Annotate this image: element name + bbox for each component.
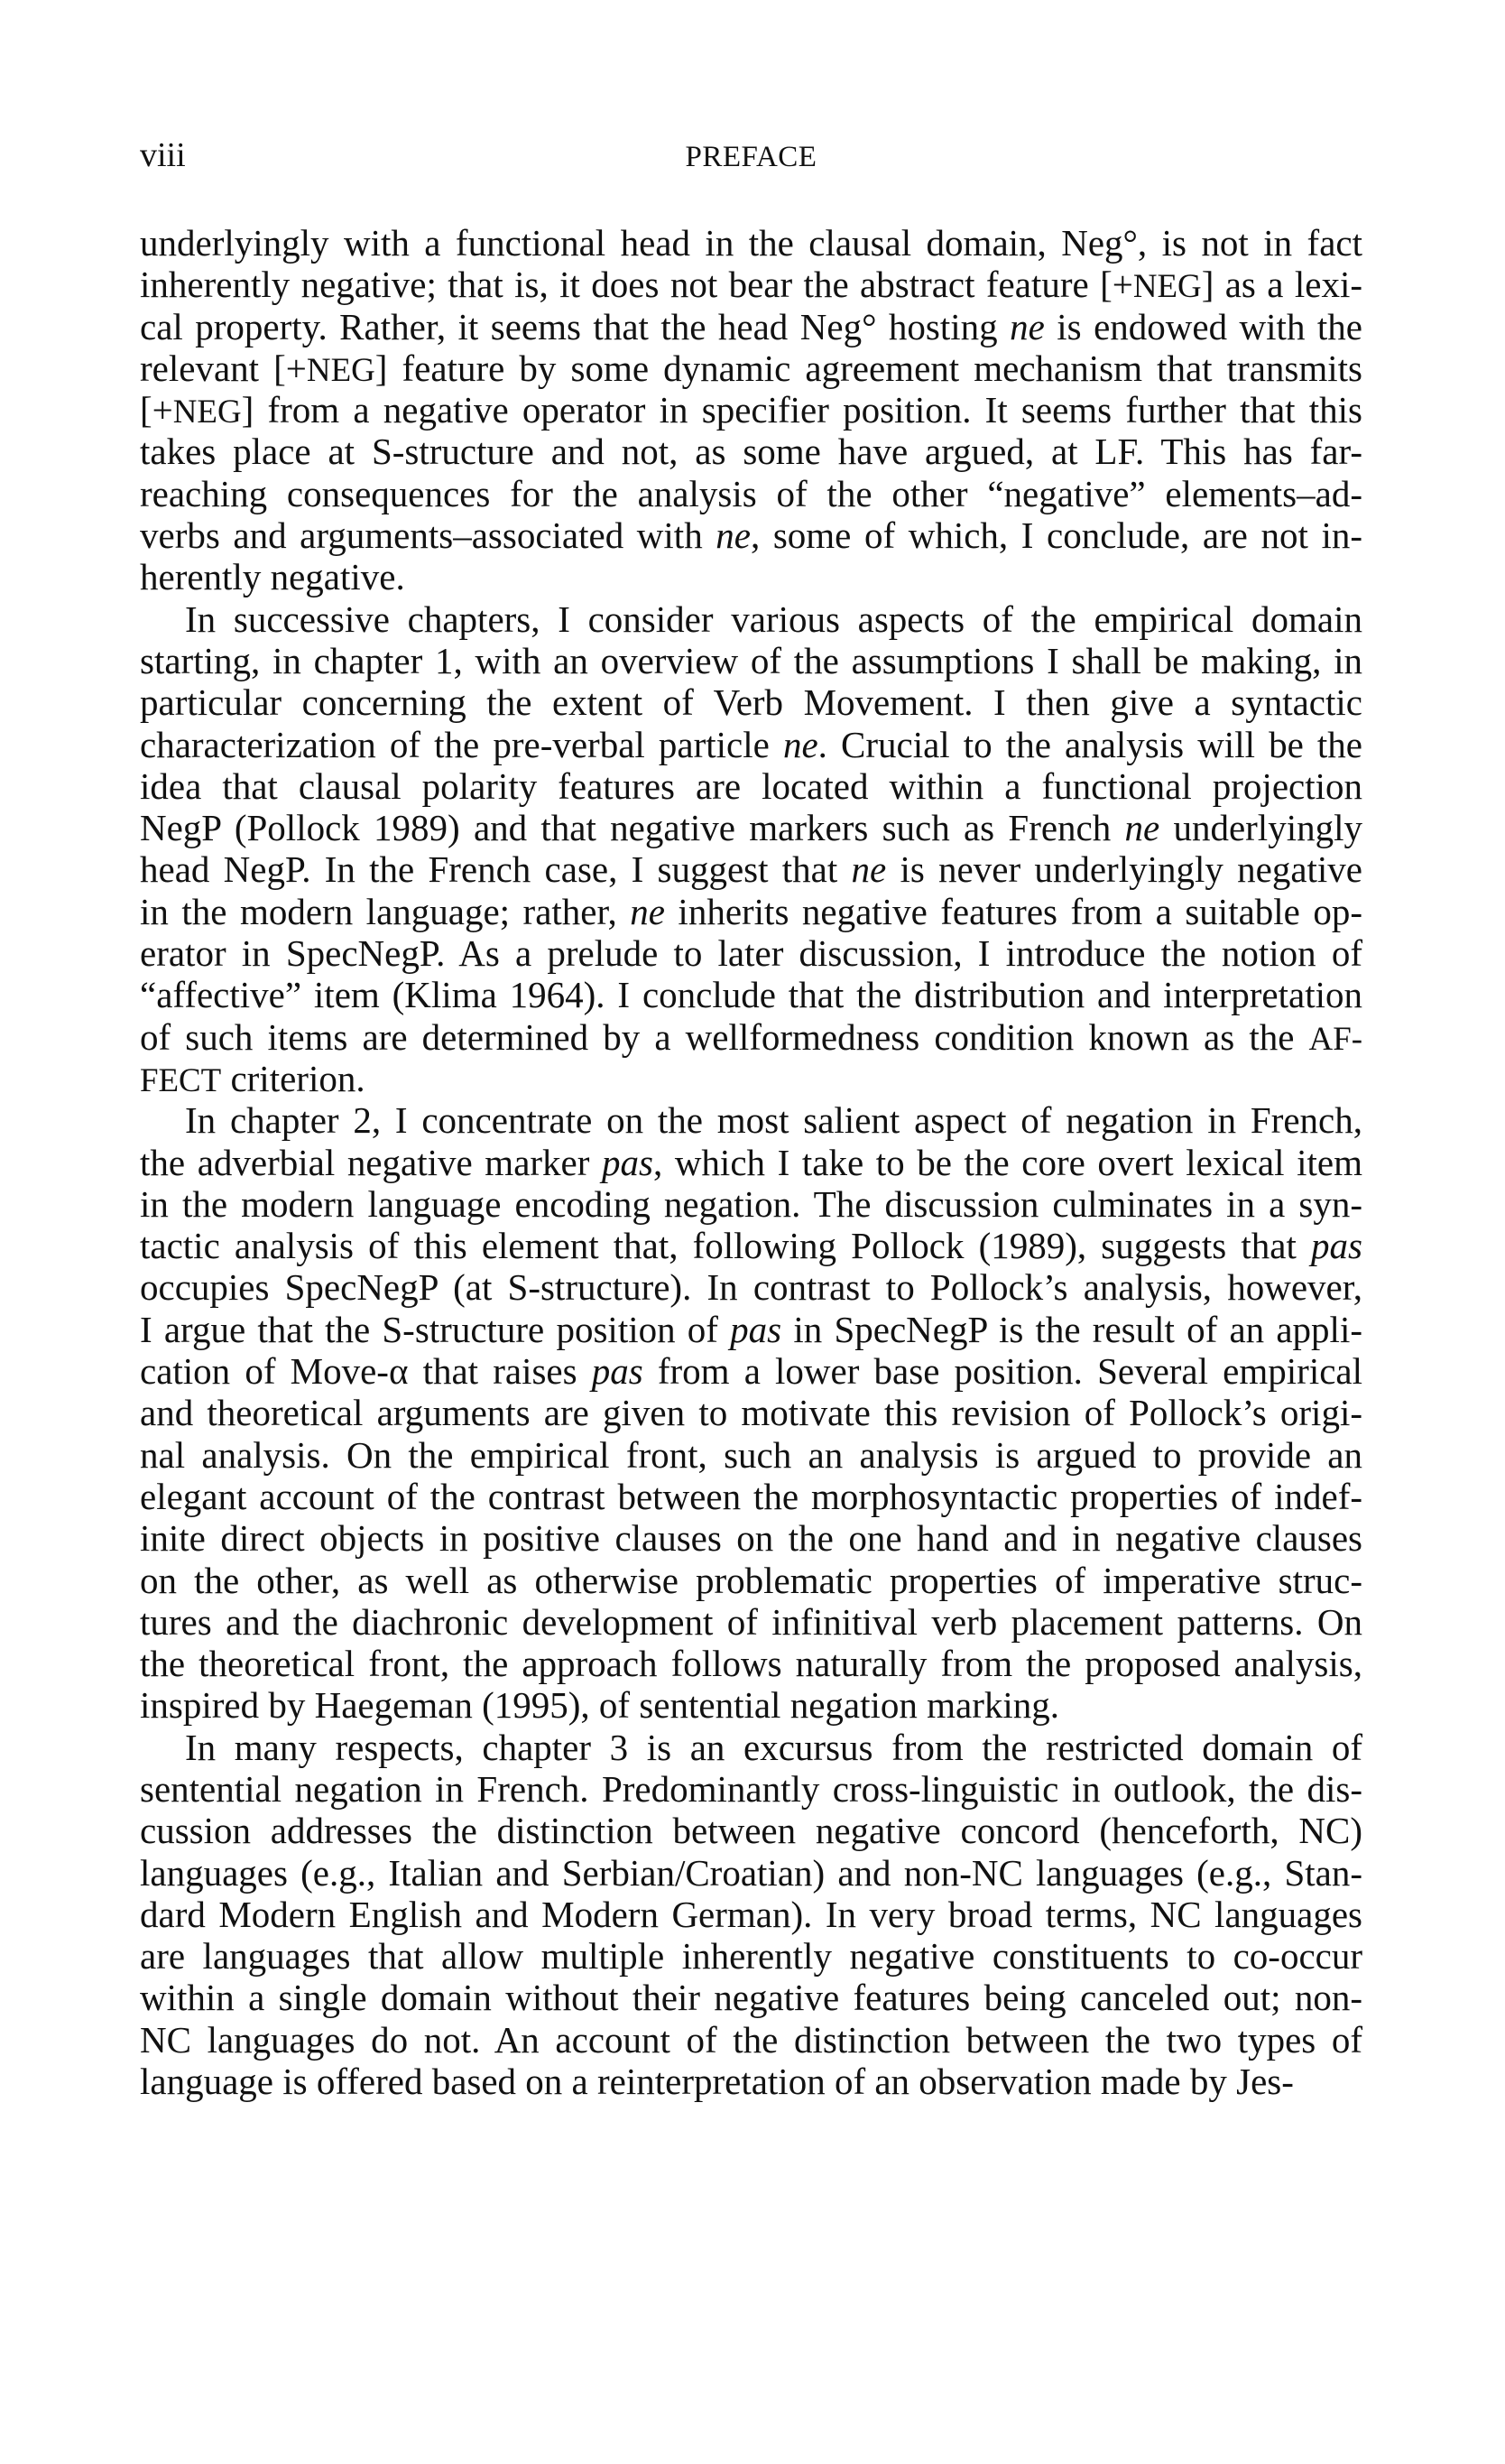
text-run: ] as a lexi- [1201,264,1362,306]
text-run: inherently negative; that is, it does not bear the abstract feature [+ [140,264,1133,306]
text-run: are languages that allow multiple inherently negative constituents to co-occur [140,1935,1362,1978]
text-run: herently negative. [140,556,405,598]
text-line [140,347,1362,389]
italic-term: ne [1124,807,1160,849]
text-run: of such items are determined by a wellformedness condition known as the [140,1015,1309,1058]
text-run: within a single domain without their negative features being canceled out; non- [140,1977,1362,2019]
small-caps-term: NEG [1132,267,1202,305]
text-line [140,640,1362,681]
paragraph [140,222,1362,598]
text-run: in the modern language encoding negation. The discussion culminates in a syn- [140,1182,1362,1225]
text-run: idea that clausal polarity features are located within a functional projection [140,764,1362,807]
text-line [140,1309,1362,1350]
text-line [140,1643,1362,1684]
text-run: inite direct objects in positive clauses on the one hand and in negative clauses [140,1517,1362,1560]
text-line [140,514,1362,556]
italic-term: ne [851,848,887,891]
text-line [140,974,1362,1015]
text-run: in the modern language; rather, [140,890,631,932]
text-run: on the other, as well as otherwise problematic properties of imperative struc- [140,1559,1362,1601]
text-run: NegP (Pollock 1989) and that negative markers such as French [140,807,1125,849]
text-line [140,1058,1362,1099]
text-run: cussion addresses the distinction between negative concord (henceforth, NC) [140,1810,1362,1852]
text-run: dard Modern English and Modern German). In very broad terms, NC languages [140,1893,1362,1935]
text-line [140,1768,1362,1810]
italic-term: pas [602,1141,653,1183]
text-line [140,2061,1362,2102]
text-run: underlyingly [1159,807,1362,849]
text-line [140,473,1362,514]
italic-term: pas [730,1308,782,1350]
running-head [140,135,1362,175]
text-run: ] feature by some dynamic agreement mechanism that transmits [374,347,1362,389]
italic-term: ne [630,890,665,932]
text-run: is never underlyingly negative [886,848,1362,891]
text-run: the theoretical front, the approach follows naturally from the proposed analysis, [140,1643,1362,1685]
italic-term: ne [1010,305,1045,347]
small-caps-term: AF- [1308,1019,1362,1057]
text-line [140,724,1362,765]
text-run: characterization of the pre-verbal particle [140,723,783,765]
text-run: [+ [140,389,173,431]
italic-term: pas [1311,1225,1362,1267]
paragraph [140,598,1362,1100]
text-line [140,2019,1362,2061]
text-run: is endowed with the [1044,305,1362,347]
text-run: inherits negative features from a suitable op- [664,890,1363,932]
text-line [140,1266,1362,1308]
paragraph [140,1099,1362,1726]
text-run: . Crucial to the analysis will be the [817,723,1362,765]
text-run: In chapter 2, I concentrate on the most salient aspect of negation in French, [185,1099,1362,1142]
text-line [140,1977,1362,2018]
text-line [140,306,1362,347]
text-run: In successive chapters, I consider various aspects of the empirical domain [185,597,1362,640]
text-run: cation of Move-α that raises [140,1350,592,1393]
text-line [140,891,1362,932]
text-line [140,556,1362,597]
small-caps-term: FECT [140,1061,222,1098]
text-run: verbs and arguments–associated with [140,514,716,557]
text-line [140,264,1362,305]
text-run: starting, in chapter 1, with an overview of the assumptions I shall be making, in [140,639,1362,681]
text-line [140,1684,1362,1726]
text-run: head NegP. In the French case, I suggest that [140,848,852,891]
text-line [140,1852,1362,1894]
text-run: the adverbial negative marker [140,1141,602,1183]
text-line [140,681,1362,723]
page-number: viii [140,136,186,174]
text-line [140,431,1362,472]
text-line [140,598,1362,640]
text-run: erator in SpecNegP. As a prelude to later discussion, I introduce the notion of [140,932,1362,975]
running-title: PREFACE [685,141,817,173]
text-run: and theoretical arguments are given to motivate this revision of Pollock’s origi- [140,1392,1362,1434]
text-run: “affective” item (Klima 1964). I conclude that the distribution and interpretation [140,974,1362,1016]
small-caps-term: NEG [172,393,242,431]
text-run: languages (e.g., Italian and Serbian/Croatian) and non-NC languages (e.g., Stan- [140,1851,1362,1894]
text-run: language is offered based on a reinterpretation of an observation made by Jes- [140,2061,1294,2103]
text-line [140,1016,1362,1058]
text-line [140,932,1362,974]
body-text [140,222,1362,2102]
italic-term: pas [591,1350,643,1393]
text-line [140,222,1362,264]
italic-term: ne [782,723,818,765]
text-run: cal property. Rather, it seems that the head Neg° hosting [140,305,1011,347]
text-line [140,1392,1362,1433]
text-line [140,1810,1362,1851]
text-run: , some of which, I conclude, are not in- [751,514,1362,557]
text-line [140,1894,1362,1935]
text-run: particular concerning the extent of Verb Movement. I then give a syntactic [140,681,1362,724]
text-run: criterion. [221,1057,365,1099]
text-run: elegant account of the contrast between the morphosyntactic properties of indef- [140,1475,1362,1517]
text-line [140,1560,1362,1601]
text-line [140,1517,1362,1559]
text-line [140,765,1362,807]
text-line [140,1142,1362,1183]
text-line [140,1601,1362,1643]
text-line [140,389,1362,431]
text-line [140,848,1362,890]
text-run: from a lower base position. Several empirical [642,1350,1362,1393]
text-run: occupies SpecNegP (at S-structure). In contrast to Pollock’s analysis, however, [140,1266,1362,1309]
text-line [140,1183,1362,1225]
text-line [140,1225,1362,1266]
text-run: relevant [+ [140,347,307,389]
text-run: reaching consequences for the analysis of the other “negative” elements–ad- [140,472,1362,514]
text-line [140,1099,1362,1141]
text-run: takes place at S-structure and not, as some have argued, at LF. This has far- [140,431,1362,473]
small-caps-term: NEG [306,350,375,388]
text-run: tactic analysis of this element that, following Pollock (1989), suggests that [140,1225,1312,1267]
text-line [140,1350,1362,1392]
text-run: inspired by Haegeman (1995), of sentential negation marking. [140,1684,1060,1727]
text-run: sentential negation in French. Predominantly cross-linguistic in outlook, the dis- [140,1767,1362,1810]
text-run: I argue that the S-structure position of [140,1308,731,1350]
text-run: in SpecNegP is the result of an appli- [781,1308,1362,1350]
text-run: , which I take to be the core overt lexical item [652,1141,1362,1183]
text-run: NC languages do not. An account of the distinction between the two types of [140,2018,1362,2061]
text-line [140,807,1362,848]
text-line [140,1476,1362,1517]
text-line [140,1935,1362,1977]
text-line [140,1434,1362,1476]
text-line [140,1727,1362,1768]
paragraph [140,1727,1362,2103]
text-run: In many respects, chapter 3 is an excursus from the restricted domain of [185,1726,1362,1768]
text-run: underlyingly with a functional head in the clausal domain, Neg°, is not in fact [140,222,1362,264]
text-run: tures and the diachronic development of infinitival verb placement patterns. On [140,1600,1362,1643]
text-run: nal analysis. On the empirical front, such an analysis is argued to provide an [140,1433,1362,1476]
italic-term: ne [716,514,751,557]
text-run: ] from a negative operator in specifier position. It seems further that this [241,389,1362,431]
